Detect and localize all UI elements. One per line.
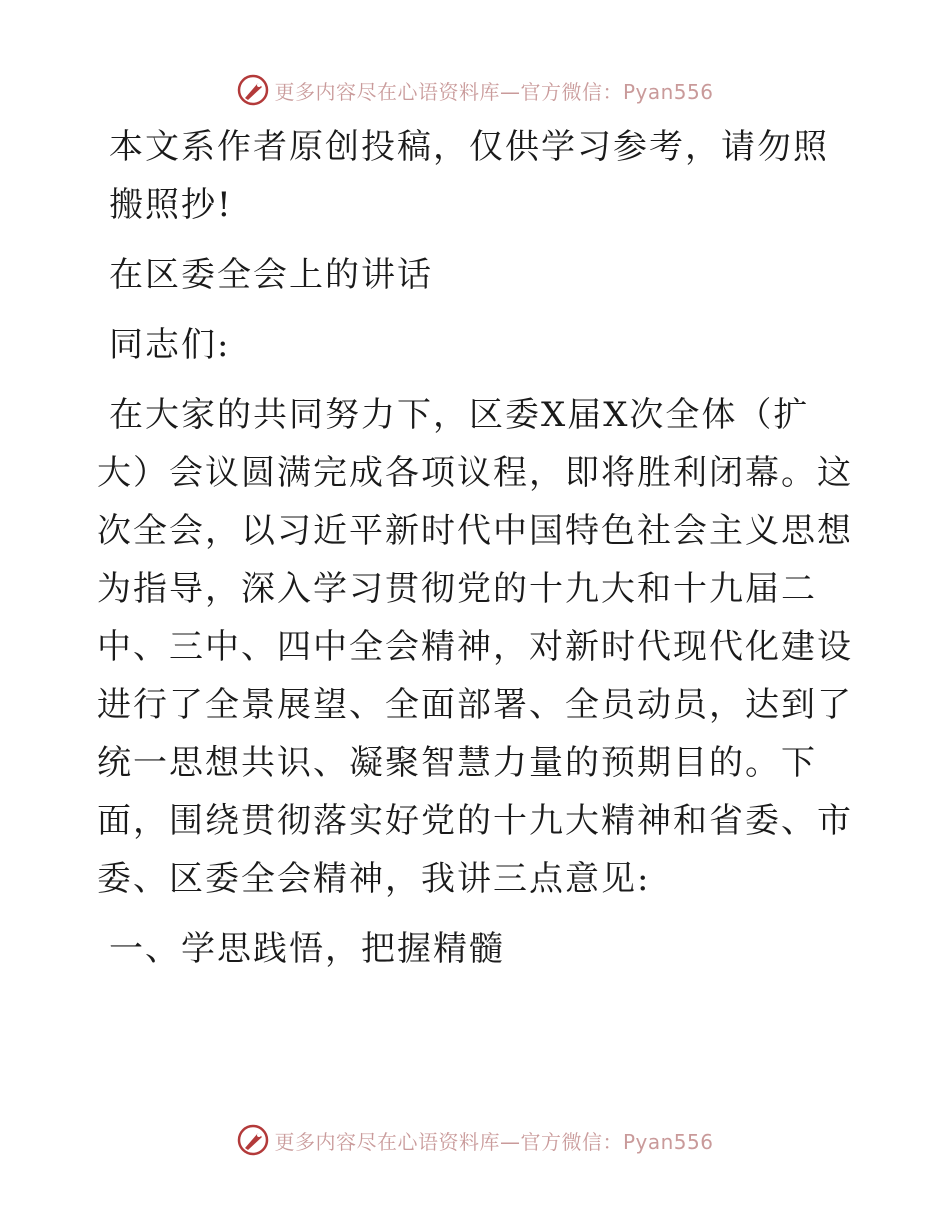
salutation: 同志们: bbox=[109, 325, 231, 365]
body-paragraph: 在大家的共同努力下，区委X届X次全体（扩大）会议圆满完成各项议程，即将胜利闭幕。这次全会，以习近平新时代中国特色社会主义思想为指导，深入学习贯彻党的十九大和十九届二中、三中、四中全会精神，对新时代现代化建设进行了全景展望、全面部署、全员动员，达到了统一思想共识、凝聚智慧力量的预期目的。下面，围绕贯彻落实好党的十九大精神和省委、市委、区委全会精神，我讲三点意见: bbox=[97, 395, 853, 899]
notice-text: 本文系作者原创投稿，仅供学习参考，请勿照搬照抄! bbox=[109, 127, 829, 225]
header-watermark bbox=[0, 70, 950, 110]
section-heading-1: 一、学思践悟，把握精髓 bbox=[109, 929, 505, 969]
document-title: 在区委全会上的讲话 bbox=[109, 255, 433, 295]
pen-nib-logo-icon bbox=[236, 73, 270, 107]
watermark-text: 更多内容尽在心语资料库—官方微信：Pyan556 bbox=[274, 1129, 714, 1154]
watermark-text: 更多内容尽在心语资料库—官方微信：Pyan556 bbox=[274, 79, 714, 104]
pen-nib-logo-icon bbox=[236, 1123, 270, 1157]
document-body bbox=[97, 118, 857, 990]
footer-watermark bbox=[0, 1120, 950, 1160]
